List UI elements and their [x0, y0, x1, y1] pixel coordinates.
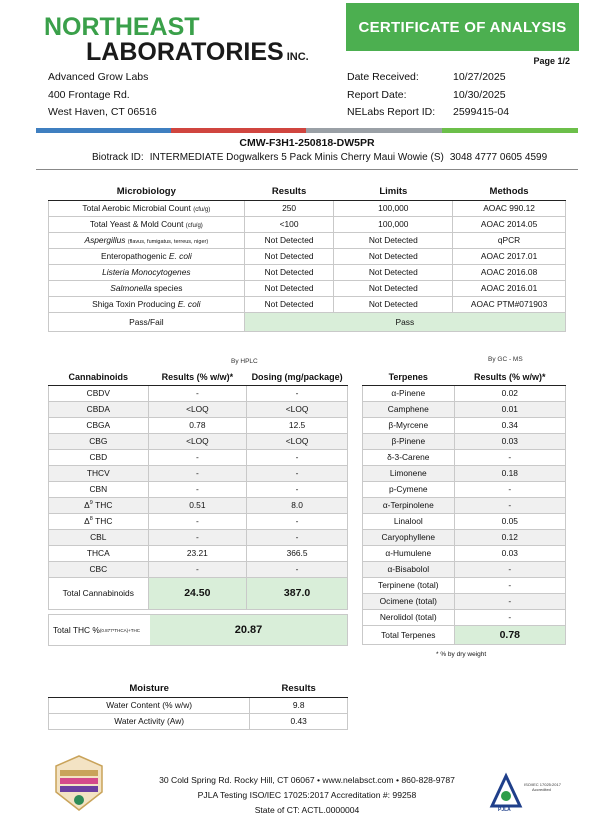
- moist-header-name: Moisture: [49, 681, 250, 697]
- cannabinoid-dosing: 366.5: [247, 545, 348, 561]
- pass-fail-label: Pass/Fail: [49, 312, 245, 331]
- total-terpenes-value: 0.78: [454, 625, 565, 644]
- report-meta: [347, 69, 509, 122]
- cannabinoid-result: -: [148, 513, 247, 529]
- cannabinoid-name: THCV: [49, 465, 149, 481]
- cannabinoid-dosing: <LOQ: [247, 401, 348, 417]
- micro-name: Salmonella: [110, 283, 152, 293]
- terpene-result: 0.03: [454, 545, 565, 561]
- micro-result: <100: [244, 216, 334, 232]
- terp-header-results: Results (% w/w)*: [454, 369, 565, 385]
- table-row: [49, 216, 566, 232]
- cannabinoid-dosing: -: [247, 561, 348, 577]
- micro-name-italic: E. coli: [168, 251, 192, 261]
- table-row: [49, 385, 348, 401]
- micro-result: Not Detected: [244, 296, 334, 312]
- pjla-accredited: Accredited: [532, 787, 551, 792]
- terpene-result: -: [454, 561, 565, 577]
- micro-result: Not Detected: [244, 280, 334, 296]
- micro-limit: Not Detected: [334, 248, 453, 264]
- table-row: [49, 713, 348, 729]
- micro-header-results: Results: [244, 184, 334, 200]
- terpene-result: 0.05: [454, 513, 565, 529]
- cannabinoid-result: -: [148, 465, 247, 481]
- cannabinoid-result: -: [148, 385, 247, 401]
- total-thc-row: [48, 614, 348, 646]
- terpene-name: Terpinene (total): [363, 577, 455, 593]
- cannabinoid-name: $\Delta^9$ THC: [49, 497, 149, 513]
- total-cannabinoids-label: Total Cannabinoids: [49, 577, 149, 609]
- micro-name: Total Yeast & Mold Count: [89, 219, 184, 229]
- client-address1: 400 Frontage Rd.: [48, 88, 130, 101]
- moisture-table: [48, 681, 348, 730]
- table-row: [363, 449, 566, 465]
- terpene-result: -: [454, 609, 565, 625]
- micro-result: 250: [244, 200, 334, 216]
- terpene-name: δ-3-Carene: [363, 449, 455, 465]
- total-terpenes-label: Total Terpenes: [363, 625, 455, 644]
- table-row: [49, 232, 566, 248]
- pjla-text: PJLA: [498, 807, 511, 812]
- table-row: [49, 513, 348, 529]
- table-row: [363, 433, 566, 449]
- cannabinoids-table: [48, 369, 348, 610]
- micro-limit: Not Detected: [334, 296, 453, 312]
- date-received-label: Date Received:: [347, 71, 419, 83]
- total-cannabinoids-dosing: 387.0: [247, 577, 348, 609]
- micro-header-methods: Methods: [453, 184, 566, 200]
- table-row: [49, 280, 566, 296]
- table-row: [363, 561, 566, 577]
- cannabinoid-name: CBC: [49, 561, 149, 577]
- cannabinoid-dosing: 8.0: [247, 497, 348, 513]
- moist-result: 9.8: [250, 697, 348, 713]
- document-title: CERTIFICATE OF ANALYSIS: [346, 3, 579, 51]
- biotrack-number: 3048 4777 0605 4599: [449, 152, 548, 163]
- total-cannabinoids-row: [49, 577, 348, 609]
- divider-blue: [36, 128, 171, 133]
- micro-name: Listeria Monocytogenes: [102, 267, 191, 277]
- terpene-result: 0.03: [454, 433, 565, 449]
- page-number: Page 1/2: [533, 56, 570, 66]
- micro-limit: Not Detected: [334, 280, 453, 296]
- terpene-name: Caryophyllene: [363, 529, 455, 545]
- micro-unit: (cfu/g): [193, 207, 211, 213]
- gcms-note: By GC - MS: [488, 356, 523, 363]
- terpene-result: 0.01: [454, 401, 565, 417]
- footer-address: 30 Cold Spring Rd. Rocky Hill, CT 06067 • www.nelabsct.com • 860-828-9787: [159, 775, 455, 785]
- biotrack-line: [92, 152, 547, 163]
- moist-name: Water Content (% w/w): [49, 697, 250, 713]
- terpene-name: Nerolidol (total): [363, 609, 455, 625]
- micro-limit: Not Detected: [334, 232, 453, 248]
- cannabinoid-dosing: -: [247, 481, 348, 497]
- total-thc-formula: (0.877*THCA)+THC: [99, 627, 140, 633]
- table-row: [363, 609, 566, 625]
- table-row: [49, 200, 566, 216]
- micro-header-name: Microbiology: [49, 184, 245, 200]
- cannabinoid-result: 0.78: [148, 417, 247, 433]
- cannabinoid-dosing: -: [247, 529, 348, 545]
- terpene-result: 0.18: [454, 465, 565, 481]
- cannabinoid-name: CBN: [49, 481, 149, 497]
- micro-header-limits: Limits: [334, 184, 453, 200]
- divider-red: [171, 128, 306, 133]
- table-row: [363, 385, 566, 401]
- table-row: [49, 481, 348, 497]
- table-row: [363, 529, 566, 545]
- color-divider: [36, 128, 578, 133]
- total-thc-label: Total THC %: [53, 625, 100, 635]
- terpene-result: 0.12: [454, 529, 565, 545]
- terpene-name: α-Humulene: [363, 545, 455, 561]
- logo-inc: INC.: [286, 51, 309, 63]
- terpene-name: Linalool: [363, 513, 455, 529]
- micro-name: Shiga Toxin Producing: [92, 299, 176, 309]
- terpene-name: Camphene: [363, 401, 455, 417]
- terpene-result: -: [454, 481, 565, 497]
- table-row: [49, 561, 348, 577]
- micro-result: Not Detected: [244, 248, 334, 264]
- terpene-name: α-Terpinolene: [363, 497, 455, 513]
- table-row: [49, 433, 348, 449]
- cannabinoid-dosing: 12.5: [247, 417, 348, 433]
- pass-fail-row: [49, 312, 566, 331]
- divider-green: [442, 128, 578, 133]
- cannabinoid-dosing: -: [247, 385, 348, 401]
- footer-state-license: State of CT: ACTL.0000004: [254, 805, 360, 815]
- client-address: [48, 69, 157, 122]
- report-id-label: NELabs Report ID:: [347, 106, 436, 118]
- biotrack-desc: INTERMEDIATE Dogwalkers 5 Pack Minis Cherry Maui Wowie (S): [149, 152, 444, 163]
- moist-header-results: Results: [250, 681, 348, 697]
- table-row: [363, 481, 566, 497]
- table-row: [49, 449, 348, 465]
- logo-line2: [86, 38, 309, 70]
- table-row: [363, 401, 566, 417]
- terpene-name: β-Pinene: [363, 433, 455, 449]
- total-thc-label-cell: [49, 615, 150, 645]
- table-row: [49, 264, 566, 280]
- canna-header-results: Results (% w/w)*: [148, 369, 247, 385]
- micro-name: Aspergillus: [84, 235, 126, 245]
- terpene-name: p-Cymene: [363, 481, 455, 497]
- terpene-result: -: [454, 593, 565, 609]
- table-row: [363, 593, 566, 609]
- client-name: Advanced Grow Labs: [48, 71, 149, 83]
- micro-name-italic: E. coli: [177, 299, 201, 309]
- micro-method: AOAC 2017.01: [453, 248, 566, 264]
- table-row: [49, 296, 566, 312]
- micro-name: Enteropathogenic: [100, 251, 167, 261]
- moist-result: 0.43: [250, 713, 348, 729]
- table-row: [49, 697, 348, 713]
- table-row: [49, 465, 348, 481]
- micro-result: Not Detected: [244, 232, 334, 248]
- terpene-result: -: [454, 497, 565, 513]
- micro-name-after: species: [154, 283, 183, 293]
- report-id: 2599415-04: [453, 106, 510, 118]
- micro-method: AOAC 2016.08: [453, 264, 566, 280]
- terpene-name: α-Pinene: [363, 385, 455, 401]
- total-terpenes-row: [363, 625, 566, 644]
- company-logo: [44, 13, 309, 70]
- cannabinoid-result: <LOQ: [148, 433, 247, 449]
- cannabinoid-dosing: -: [247, 449, 348, 465]
- cannabinoid-name: CBDV: [49, 385, 149, 401]
- cannabinoid-result: -: [148, 449, 247, 465]
- table-row: [49, 401, 348, 417]
- table-row: [363, 417, 566, 433]
- micro-method: AOAC 990.12: [453, 200, 566, 216]
- cannabinoid-name: $\Delta^8$ THC: [49, 513, 149, 529]
- cannabinoid-dosing: -: [247, 513, 348, 529]
- cannabinoid-result: 23.21: [148, 545, 247, 561]
- micro-limit: 100,000: [334, 200, 453, 216]
- micro-limit: Not Detected: [334, 264, 453, 280]
- report-date-label: Report Date:: [347, 88, 407, 101]
- total-thc-value: 20.87: [150, 615, 347, 645]
- micro-method: qPCR: [453, 232, 566, 248]
- cannabinoid-name: CBD: [49, 449, 149, 465]
- cannabinoid-dosing: <LOQ: [247, 433, 348, 449]
- moist-name: Water Activity (Aw): [49, 713, 250, 729]
- canna-header-name: Cannabinoids: [49, 369, 149, 385]
- micro-result: Not Detected: [244, 264, 334, 280]
- table-row: [49, 529, 348, 545]
- table-row: [363, 497, 566, 513]
- micro-method: AOAC 2016.01: [453, 280, 566, 296]
- cannabinoid-name: CBGA: [49, 417, 149, 433]
- table-row: [363, 545, 566, 561]
- cannabinoid-result: -: [148, 529, 247, 545]
- terp-header-name: Terpenes: [363, 369, 455, 385]
- table-row: [49, 248, 566, 264]
- canna-header-dosing: Dosing (mg/package): [247, 369, 348, 385]
- terpene-result: 0.02: [454, 385, 565, 401]
- table-row: [49, 545, 348, 561]
- cannabinoid-name: CBL: [49, 529, 149, 545]
- pass-fail-value: Pass: [244, 312, 565, 331]
- cannabinoid-dosing: -: [247, 465, 348, 481]
- micro-name: Total Aerobic Microbial Count: [82, 203, 191, 213]
- cannabinoid-result: 0.51: [148, 497, 247, 513]
- cannabinoid-result: -: [148, 561, 247, 577]
- table-row: [49, 497, 348, 513]
- footer-accreditation: PJLA Testing ISO/IEC 17025:2017 Accreditation #: 99258: [197, 790, 417, 800]
- terpene-name: Ocimene (total): [363, 593, 455, 609]
- cannabinoid-name: CBDA: [49, 401, 149, 417]
- micro-unit: (cfu/g): [185, 223, 203, 229]
- cannabinoid-result: <LOQ: [148, 401, 247, 417]
- hplc-note: By HPLC: [231, 358, 258, 365]
- terpene-result: -: [454, 577, 565, 593]
- terpene-result: 0.34: [454, 417, 565, 433]
- divider-line: [36, 169, 578, 170]
- microbiology-table: [48, 184, 566, 332]
- terpene-name: Limonene: [363, 465, 455, 481]
- terpene-name: β-Myrcene: [363, 417, 455, 433]
- client-address2: West Haven, CT 06516: [48, 106, 157, 118]
- divider-grey: [306, 128, 442, 133]
- micro-method: AOAC PTM#071903: [453, 296, 566, 312]
- table-row: [49, 417, 348, 433]
- logo-line2-text: LABORATORIES: [86, 38, 284, 66]
- sample-id: CMW-F3H1-250818-DW5PR: [239, 137, 375, 149]
- cannabinoid-result: -: [148, 481, 247, 497]
- biotrack-label: Biotrack ID:: [92, 152, 144, 163]
- cannabinoid-name: CBG: [49, 433, 149, 449]
- micro-unit: (flavus, fumigatus, terreus, niger): [127, 239, 209, 245]
- total-cannabinoids-result: 24.50: [148, 577, 247, 609]
- terpene-result: -: [454, 449, 565, 465]
- table-row: [363, 577, 566, 593]
- report-date: 10/30/2025: [453, 88, 506, 101]
- table-row: [363, 513, 566, 529]
- terpenes-table: [362, 369, 566, 645]
- pjla-iso: ISO/IEC 17025:2017: [524, 782, 561, 787]
- micro-method: AOAC 2014.05: [453, 216, 566, 232]
- pjla-logo-icon: [488, 770, 578, 812]
- micro-limit: 100,000: [334, 216, 453, 232]
- date-received: 10/27/2025: [453, 71, 506, 83]
- table-row: [363, 465, 566, 481]
- cannabinoid-name: THCA: [49, 545, 149, 561]
- dry-weight-note: * % by dry weight: [436, 651, 487, 658]
- terpene-name: α-Bisabolol: [363, 561, 455, 577]
- logo-line1: NORTHEAST: [44, 13, 200, 41]
